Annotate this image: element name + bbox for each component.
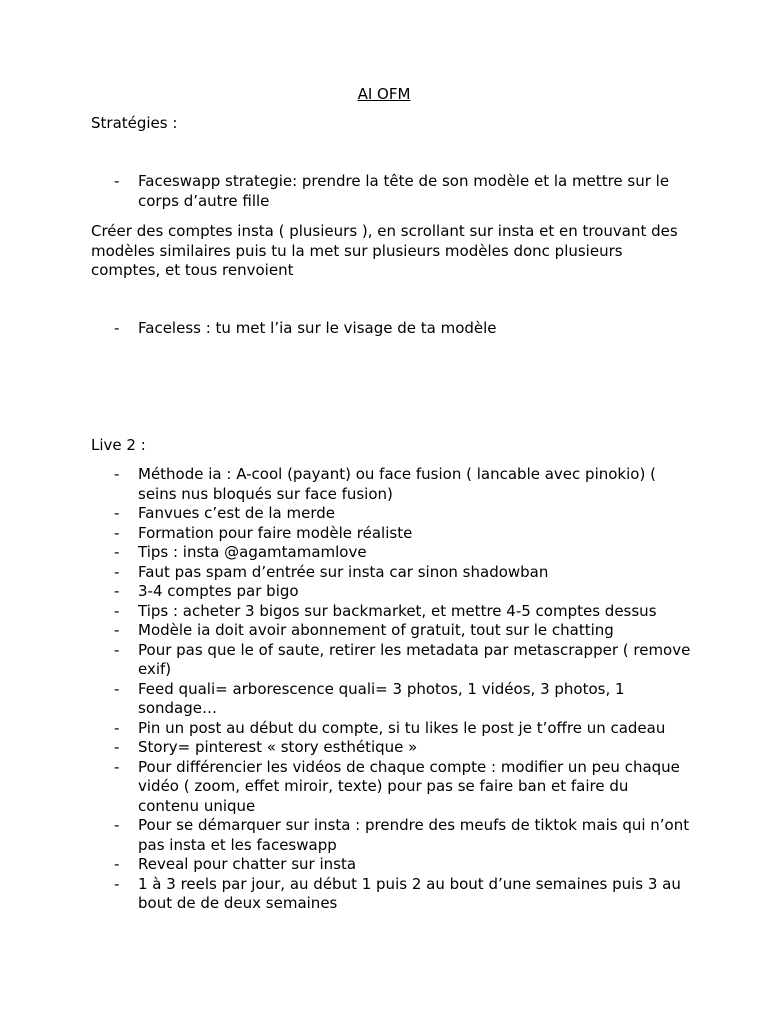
dash-bullet: - — [114, 504, 120, 522]
document-title: AI OFM — [357, 85, 411, 103]
dash-bullet: - — [114, 601, 120, 620]
dash-bullet: - — [114, 640, 120, 659]
dash-bullet: - — [114, 757, 120, 776]
dash-bullet: - — [114, 543, 120, 561]
list-item — [91, 680, 691, 719]
strategy-list-1 — [91, 172, 691, 211]
list-item — [91, 855, 691, 875]
list-item — [91, 582, 691, 602]
dash-bullet: - — [114, 738, 120, 756]
list-item-text: Faut pas spam d’entrée sur insta car sinon shadowban — [138, 562, 549, 581]
list-item — [91, 719, 691, 739]
list-item — [91, 465, 691, 504]
dash-bullet: - — [114, 562, 120, 581]
list-item-text: 1 à 3 reels par jour, au début 1 puis 2 au bout d’une semaines puis 3 au bout de de deux semaines — [138, 874, 681, 912]
list-item-text: 3-4 comptes par bigo — [138, 582, 299, 600]
list-item-text: Pour se démarquer sur insta : prendre des meufs de tiktok mais qui n’ont pas insta et les faceswapp — [138, 816, 690, 854]
dash-bullet: - — [114, 874, 120, 893]
list-item-text: Faceswapp strategie: prendre la tête de son modèle et la mettre sur le corps d’autre fille — [138, 172, 670, 210]
list-item — [91, 816, 691, 855]
list-item-text: Pin un post au début du compte, si tu likes le post je t’offre un cadeau — [138, 718, 666, 737]
list-item — [91, 543, 691, 563]
list-item — [91, 875, 691, 914]
list-item-text: Pour différencier les vidéos de chaque compte : modifier un peu chaque vidéo ( zoom, effet miroir, texte) pour pas se faire ban et faire du contenu unique — [138, 757, 680, 815]
list-item — [91, 504, 691, 524]
list-item-text: Pour pas que le of saute, retirer les metadata par metascrapper ( remove exif) — [138, 640, 691, 678]
list-item-text: Tips : insta @agamtamamlove — [138, 543, 367, 561]
strategy-list-2 — [91, 319, 691, 339]
dash-bullet: - — [114, 465, 120, 483]
dash-bullet: - — [114, 523, 120, 542]
list-item — [91, 621, 691, 641]
list-item — [91, 738, 691, 758]
list-item-text: Faceless : tu met l’ia sur le visage de ta modèle — [138, 319, 497, 337]
dash-bullet: - — [114, 319, 120, 337]
dash-bullet: - — [114, 679, 120, 698]
list-item — [91, 319, 691, 339]
dash-bullet: - — [114, 582, 120, 600]
dash-bullet: - — [114, 816, 120, 834]
live-2-list — [91, 465, 691, 914]
dash-bullet: - — [114, 172, 120, 190]
dash-bullet: - — [114, 621, 120, 639]
list-item — [91, 758, 691, 817]
section-heading-live-2: Live 2 : — [91, 436, 146, 454]
list-item — [91, 563, 691, 583]
list-item-text: Tips : acheter 3 bigos sur backmarket, et mettre 4-5 comptes dessus — [138, 601, 657, 620]
list-item-text: Story= pinterest « story esthétique » — [138, 738, 418, 756]
list-item-text: Fanvues c’est de la merde — [138, 504, 335, 522]
list-item — [91, 641, 691, 680]
dash-bullet: - — [114, 718, 120, 737]
list-item-text: Feed quali= arborescence quali= 3 photos, 1 vidéos, 3 photos, 1 sondage… — [138, 679, 625, 717]
list-item — [91, 524, 691, 544]
section-heading-strategies: Stratégies : — [91, 114, 178, 132]
body-paragraph: Créer des comptes insta ( plusieurs ), en scrollant sur insta et en trouvant des modèles similaires puis tu la met sur plusieurs modèles donc plusieurs comptes, et tous renvoient — [91, 222, 678, 279]
list-item — [91, 602, 691, 622]
list-item — [91, 172, 691, 211]
list-item-text: Modèle ia doit avoir abonnement of gratuit, tout sur le chatting — [138, 621, 614, 639]
list-item-text: Reveal pour chatter sur insta — [138, 855, 357, 873]
list-item-text: Méthode ia : A-cool (payant) ou face fusion ( lancable avec pinokio) ( seins nus bloqués sur face fusion) — [138, 465, 656, 503]
dash-bullet: - — [114, 855, 120, 873]
list-item-text: Formation pour faire modèle réaliste — [138, 523, 413, 542]
